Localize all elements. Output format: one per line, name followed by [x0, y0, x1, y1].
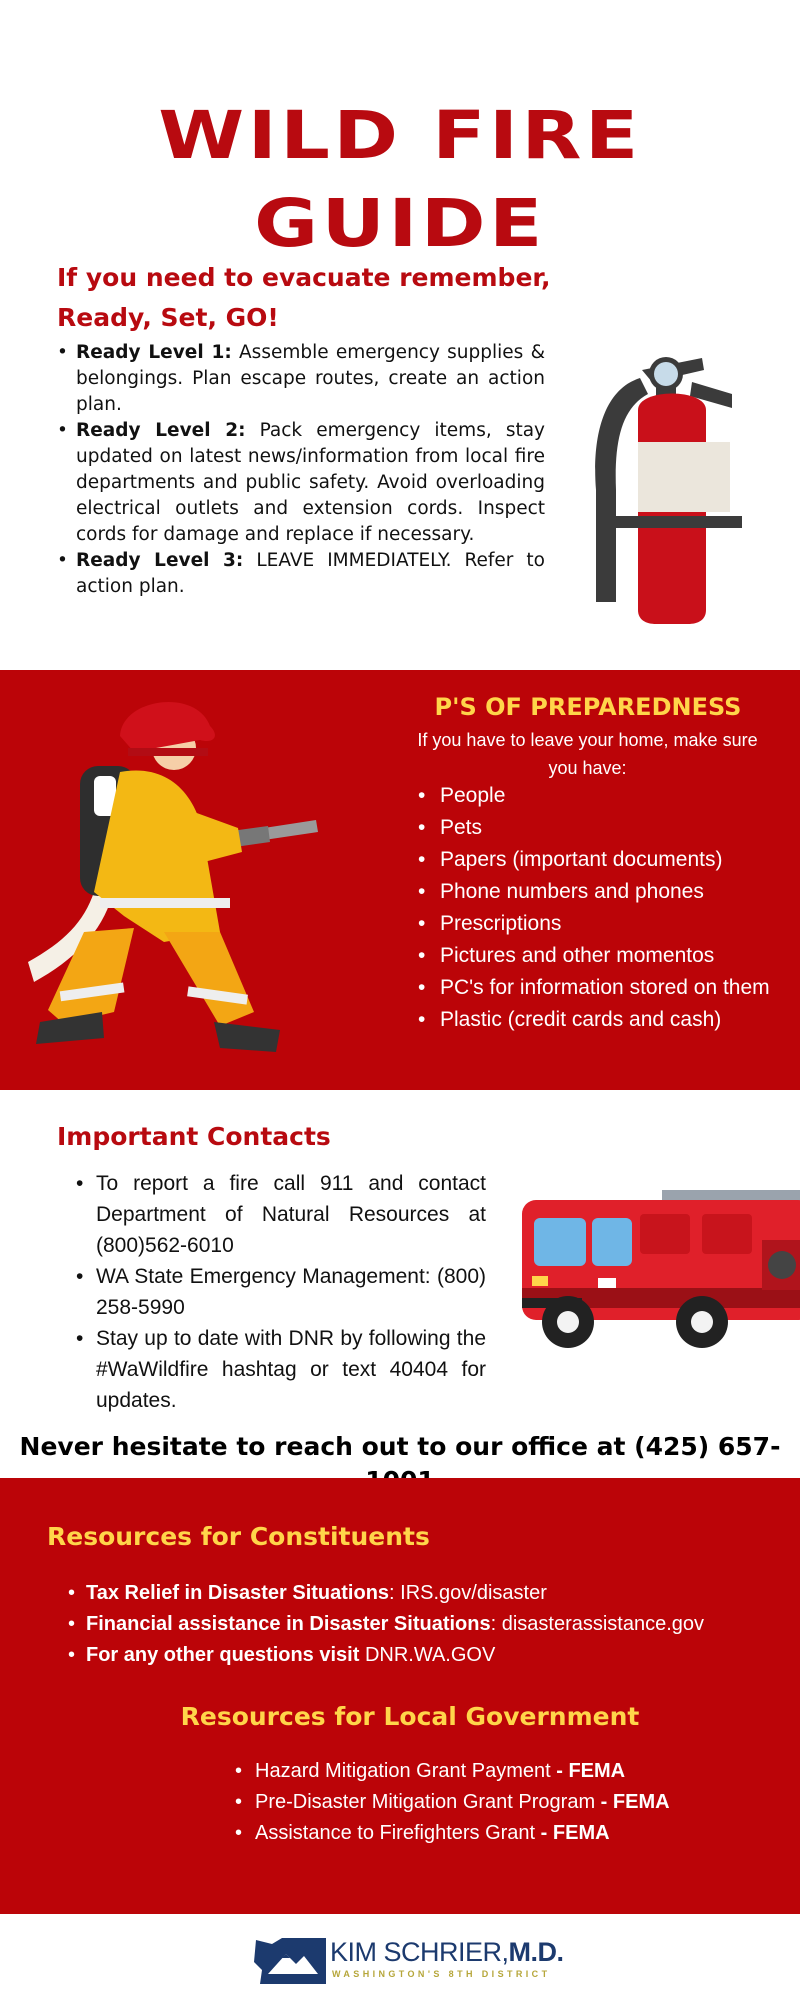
- list-item: [68, 1640, 788, 1671]
- page-title: [0, 92, 800, 268]
- list-item: [68, 1578, 788, 1609]
- ready-level-text: Assemble emergency supplies & belongings. Plan escape routes, create an action plan.: [76, 342, 545, 415]
- ready-level-text: LEAVE IMMEDIATELY. Refer to action plan.: [76, 550, 546, 597]
- resource-text: Hazard Mitigation Grant Payment: [255, 1760, 557, 1782]
- top-section: [0, 0, 800, 670]
- resource-text: Pre-Disaster Mitigation Grant Program: [255, 1791, 601, 1813]
- resource-label: Tax Relief in Disaster Situations: [86, 1582, 390, 1604]
- preparedness-title: P'S OF PREPAREDNESS: [434, 693, 742, 721]
- list-item: • Prescriptions: [418, 908, 770, 940]
- list-item: • Phone numbers and phones: [418, 876, 770, 908]
- evacuation-heading-line-1: If you need to evacuate remember,: [57, 263, 551, 292]
- fire-truck-icon: [512, 1170, 800, 1370]
- resources-section: [0, 1478, 800, 1914]
- list-item: [235, 1818, 775, 1849]
- local-government-resources-list: [235, 1756, 775, 1849]
- washington-state-logo-icon: [252, 1934, 330, 1988]
- resource-label: Financial assistance in Disaster Situations: [86, 1613, 491, 1635]
- logo-subtitle: WASHINGTON'S 8TH DISTRICT: [332, 1969, 551, 1979]
- ready-level-label: Ready Level 3:: [76, 550, 244, 571]
- title-line-2: GUIDE: [254, 185, 546, 262]
- fire-extinguisher-icon: [582, 330, 742, 630]
- list-item: • Pictures and other momentos: [418, 940, 770, 972]
- resource-text: DNR.WA.GOV: [359, 1644, 496, 1666]
- ready-level-item: [57, 418, 545, 548]
- logo-text: [330, 1936, 564, 1968]
- list-item: • Pets: [418, 812, 770, 844]
- footer: [0, 1914, 800, 2000]
- preparedness-subtitle: If you have to leave your home, make sure you have:: [417, 730, 758, 778]
- constituents-resources-list: [68, 1578, 788, 1671]
- list-item: • WA State Emergency Management: (800) 258-5990: [76, 1261, 486, 1323]
- ready-level-item: [57, 548, 545, 600]
- list-item: • Papers (important documents): [418, 844, 770, 876]
- list-item: • Stay up to date with DNR by following the #WaWildfire hashtag or text 40404 for updates.: [76, 1323, 486, 1416]
- preparedness-list: [418, 780, 770, 1036]
- list-item: • Plastic (credit cards and cash): [418, 1004, 770, 1036]
- list-item: • PC's for information stored on them: [418, 972, 770, 1004]
- list-item: [235, 1756, 775, 1787]
- ready-level-text: Pack emergency items, stay updated on latest news/information from local fire departments and public safety. Avoid overloading electrical outlets and extension cords. Inspect cords for damage and replace if necessary.: [76, 420, 545, 545]
- ready-level-label: Ready Level 1:: [76, 342, 232, 363]
- resource-label: For any other questions visit: [86, 1644, 360, 1666]
- contacts-section: [0, 1090, 800, 1478]
- resource-label: - FEMA: [600, 1791, 670, 1813]
- firefighter-icon: [24, 692, 324, 1072]
- list-item: • To report a fire call 911 and contact Department of Natural Resources at (800)562-6010: [76, 1168, 486, 1261]
- resource-label: - FEMA: [556, 1760, 626, 1782]
- resource-text: Assistance to Firefighters Grant: [255, 1822, 541, 1844]
- evacuation-heading: [57, 258, 557, 338]
- list-item: [68, 1609, 788, 1640]
- contacts-title: Important Contacts: [57, 1122, 331, 1151]
- resource-label: - FEMA: [540, 1822, 610, 1844]
- list-item: [235, 1787, 775, 1818]
- logo-suffix: M.D.: [508, 1937, 564, 1967]
- constituents-resources-title: Resources for Constituents: [47, 1522, 430, 1551]
- title-line-1: WILD FIRE: [158, 97, 642, 174]
- ready-levels-list: [57, 340, 545, 600]
- local-government-resources-title: Resources for Local Government: [180, 1702, 640, 1731]
- office-contact-line: Never hesitate to reach out to our office at (425) 657-: [19, 1432, 781, 1461]
- contacts-list: [76, 1168, 486, 1416]
- resource-text: : disasterassistance.gov: [490, 1613, 705, 1635]
- list-item: • People: [418, 780, 770, 812]
- preparedness-section: [0, 670, 800, 1090]
- ready-level-item: [57, 340, 545, 418]
- logo-name: KIM SCHRIER,: [330, 1937, 509, 1967]
- ready-level-label: Ready Level 2:: [76, 420, 246, 441]
- evacuation-heading-line-2: Ready, Set, GO!: [57, 303, 279, 332]
- resource-text: : IRS.gov/disaster: [389, 1582, 547, 1604]
